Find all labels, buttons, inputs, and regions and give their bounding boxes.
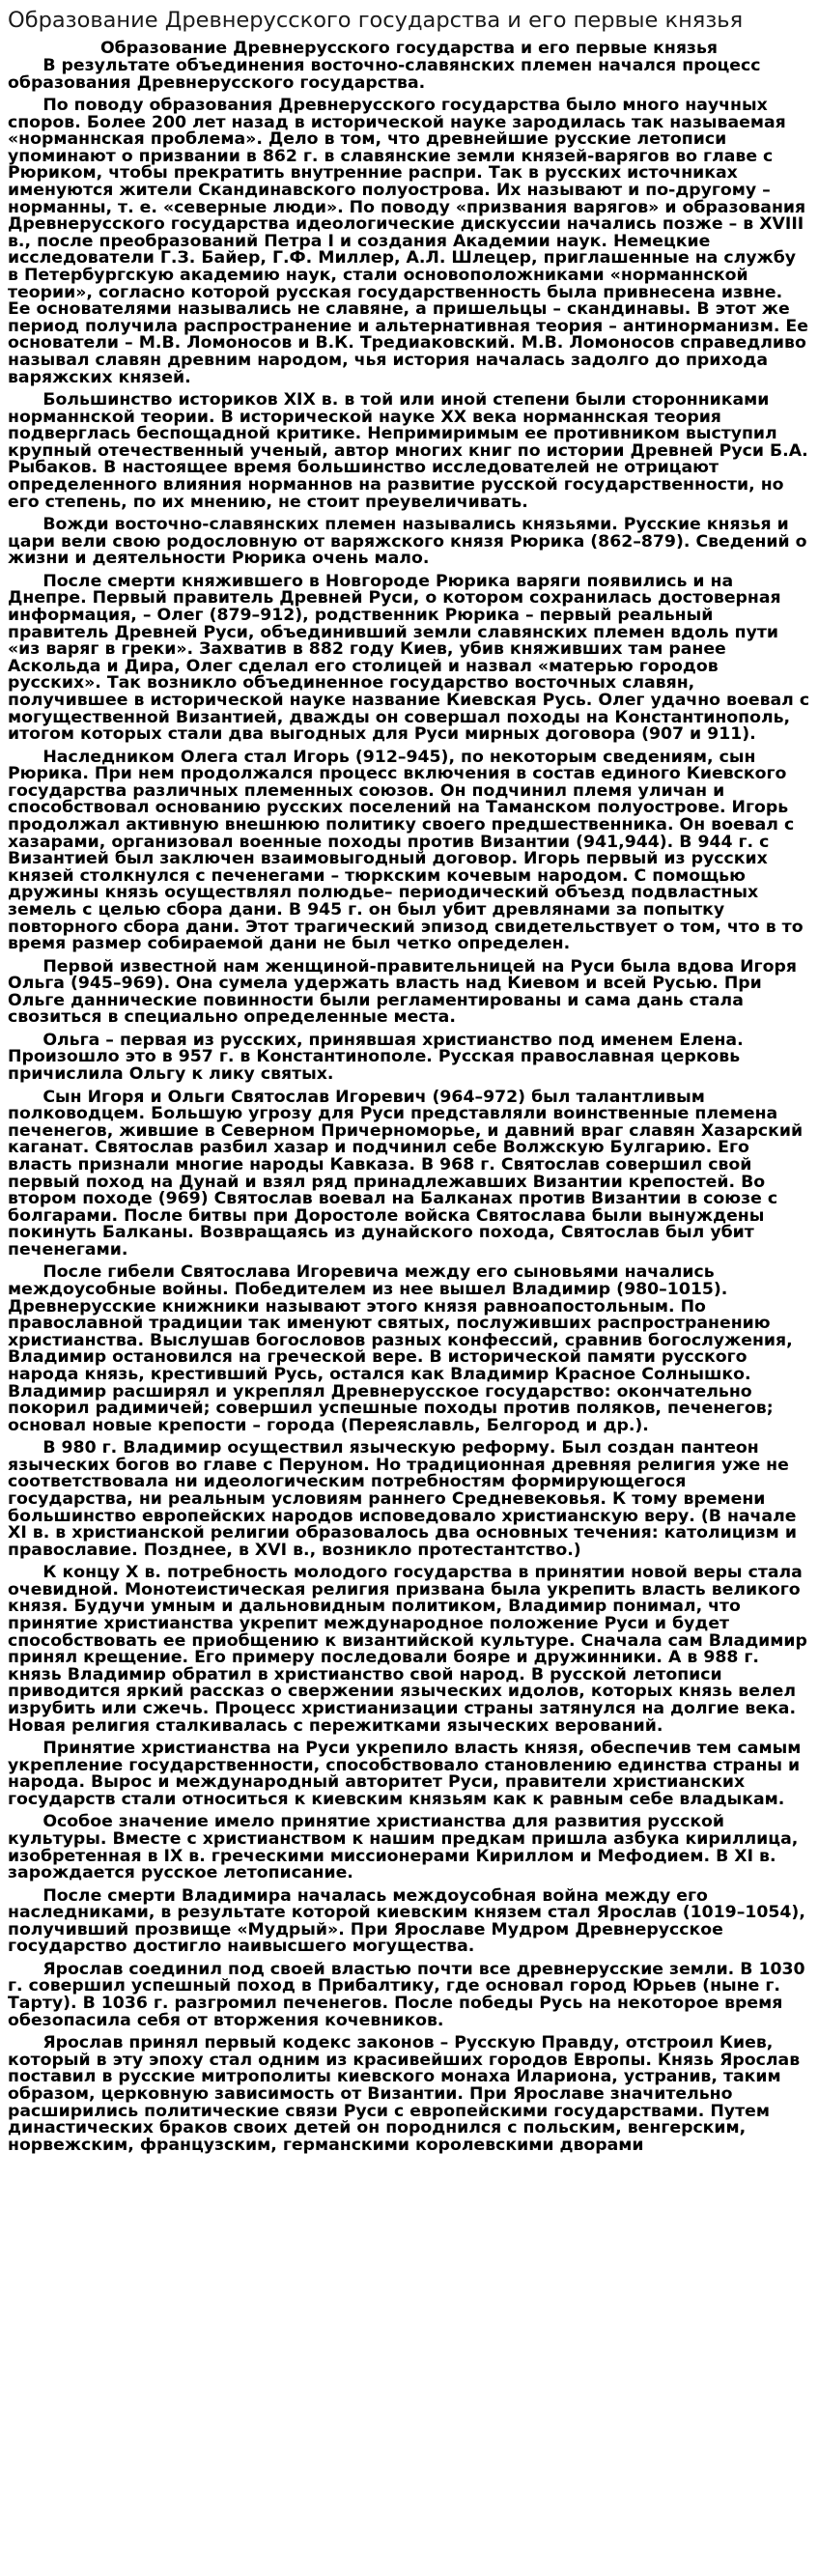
paragraph: Сын Игоря и Ольги Святослав Игоревич (964–972) был талантливым полководцем. Большую угрозу для Руси представляли воинственные племена печенегов, жившие в Северном Причерноморье, и давний враг славян Хазарский каганат. Святослав разбил хазар и подчинил себе Волжскую Булгарию. Его власть признали многие народы Кавказа. В 968 г. Святослав совершил свой первый поход на Дунай и взял ряд принадлежавших Византии крепостей. Во втором походе (969) Святослав воевал на Балканах против Византии в союзе с болгарами. После битвы при Доростоле войска Святослава были вынуждены покинуть Балканы. Возвращаясь из дунайского похода, Святослав был убит печенегами. — [8, 1087, 804, 1260]
paragraph: После гибели Святослава Игоревича между его сыновьями начались междоусобные войны. Победителем из нее вышел Владимир (980–1015). Древнерусские книжники называют этого князя равноапостольным. По православной традиции так именуют святых, послуживших распространению христианства. Выслушав богословов разных конфессий, сравнив богослужения, Владимир остановился на греческой вере. В исторической памяти русского народа князь, крестивший Русь, остался как Владимир Красное Солнышко. Владимир расширял и укреплял Древнерусское государство: окончательно покорил радимичей; совершил успешные походы против поляков, печенегов; основал новые крепости – города (Переяславль, Белгород и др.). — [8, 1262, 793, 1435]
paragraph: Особое значение имело принятие христианства для развития русской культуры. Вместе с христианством к нашим предкам пришла азбука кириллица, изобретенная в IX в. греческими миссионерами Кириллом и Мефодием. В XI в. зарождается русское летописание. — [8, 1812, 799, 1883]
article-body — [8, 58, 810, 2154]
paragraph: Ярослав принял первый кодекс законов – Русскую Правду, отстроил Киев, который в эту эпоху стал одним из красивейших городов Европы. Князь Ярослав поставил в русские митрополиты киевского монаха Илариона, устранив, таким образом, церковную зависимость от Византии. При Ярославе значительно расширились политические связи Руси с европейскими государствами. Путем династических браков своих детей он породнился с польским, венгерским, норвежским, французским, германскими королевскими дворами — [8, 2033, 801, 2155]
article-title: Образование Древнерусского государства и его первые князья — [99, 39, 718, 58]
paragraph: К концу X в. потребность молодого государства в принятии новой веры стала очевидной. Монотеистическая религия призвана была укрепить власть великого князя. Будучи умным и дальновидным политиком, Владимир понимал, что принятие христианства укрепит международное положение Руси и будет способствовать ее приобщению к византийской культуре. Сначала сам Владимир принял крещение. Его примеру последовали бояре и дружинники. А в 988 г. князь Владимир обратил в христианство свой народ. В русской летописи приводится яркий рассказ о свержении языческих идолов, которых князь велел изрубить или сжечь. Процесс христианизации страны затянулся на долгие века. Новая религия сталкивалась с пережитками языческих верований. — [8, 1563, 807, 1736]
paragraph: Большинство историков XIX в. в той или иной степени были сторонниками норманнской теории. В исторической науке XX века норманнская теория подверглась беспощадной критике. Непримиримым ее противником выступил крупный отечественный ученый, автор многих книг по истории Древней Руси Б.А. Рыбаков. В настоящее время большинство исследователей не отрицают определенного влияния норманнов на развитие русской государственности, но его степень, по их мнению, не стоит преувеличивать. — [8, 390, 808, 512]
paragraph: Вожди восточно-славянских племен назывались князьями. Русские князья и цари вели свою родословную от варяжского князя Рюрика (862–879). Сведений о жизни и деятельности Рюрика очень мало. — [8, 515, 807, 569]
paragraph: Ярослав соединил под своей властью почти все древнерусские земли. В 1030 г. совершил успешный поход в Прибалтику, где основал город Юрьев (ныне г. Тарту). В 1036 г. разгромил печенегов. После победы Русь на некоторое время обезопасила себя от вторжения кочевников. — [8, 1959, 805, 2030]
page-header: Образование Древнерусского государства и его первые князья — [8, 8, 744, 33]
paragraph: Наследником Олега стал Игорь (912–945), по некоторым сведениям, сын Рюрика. При нем продолжался процесс включения в состав единого Киевского государства различных племенных союзов. Он подчинил племя уличан и способствовал основанию русских поселений на Таманском полуострове. Игорь продолжал активную внешнюю политику своего предшественника. Он воевал с хазарами, организовал военные походы против Византии (941,944). В 944 г. с Византией был заключен взаимовыгодный договор. Игорь первый из русских князей столкнулся с печенегами – тюркским кочевым народом. С помощью дружины князь осуществлял полюдье– периодический объезд подвластных земель с целью сбора дани. В 945 г. он был убит древлянами за попытку повторного сбора дани. Этот трагический эпизод свидетельствует о том, что в то время размер собираемой дани не был четко определен. — [8, 747, 804, 954]
paragraph: После смерти Владимира началась междоусобная война между его наследниками, в результате которой киевским князем стал Ярослав (1019–1054), получивший прозвище «Мудрый». При Ярославе Мудром Древнерусское государство достигло наивысшего могущества. — [8, 1885, 805, 1957]
paragraph: Первой известной нам женщиной-правительницей на Руси была вдова Игоря Ольга (945–969). Она сумела удержать власть над Киевом и всей Русью. При Ольге даннические повинности были регламентированы и сама дань стала свозиться в специально определенные места. — [8, 956, 797, 1028]
paragraph: По поводу образования Древнерусского государства было много научных споров. Более 200 лет назад в исторической науке зародилась так называемая «норманнская проблема». Дело в том, что древнейшие русские летописи упоминают о призвании в 862 г. в славянские земли князей-варягов во главе с Рюриком, чтобы прекратить внутренние распри. Так в русских источниках именуются жители Скандинавского полуострова. Их называют и по-другому – норманны, т. е. «северные люди». По поводу «призвания варягов» и образования Древнерусского государства идеологические дискуссии начались позже – в XVIII в., после преобразований Петра I и создания Академии наук. Немецкие исследователи Г.З. Байер, Г.Ф. Миллер, А.Л. Шлецер, приглашенные на службу в Петербургскую академию наук, стали основоположниками «норманнской теории», согласно которой русская государственность была привнесена извне. Ее основателями назывались не славяне, а пришельцы – скандинавы. В этот же период получила распространение и альтернативная теория – антинорманизм. Ее основатели – М.В. Ломоносов и В.К. Тредиаковский. М.В. Ломоносов справедливо называл славян древним народом, чья история началась задолго до прихода варяжских князей. — [8, 96, 808, 387]
paragraph: После смерти княжившего в Новгороде Рюрика варяги появились и на Днепре. Первый правитель Древней Руси, о котором сохранилась достоверная информация, – Олег (879–912), родственник Рюрика – первый реальный правитель Древней Руси, объединивший земли славянских племен вдоль пути «из варяг в греки». Захватив в 882 году Киев, убив княживших там ранее Аскольда и Дира, Олег сделал его столицей и назвал «матерью городов русских». Так возникло объединенное государство восточных славян, получившее в исторической науке название Киевская Русь. Олег удачно воевал с могущественной Византией, дважды он совершал походы на Константинополь, итогом которых стали два выгодных для Руси мирных договора (907 и 911). — [8, 571, 810, 745]
paragraph: Принятие христианства на Руси укрепило власть князя, обеспечив тем самым укрепление государственности, способствовало становлению единства страны и народа. Вырос и международный авторитет Руси, правители христианских государств стали относиться к киевским князьям как к равным себе владыкам. — [8, 1739, 802, 1809]
paragraph: В 980 г. Владимир осуществил языческую реформу. Был создан пантеон языческих богов во главе с Перуном. Но традиционная древняя религия уже не соответствовала ни идеологическим потребностям формирующегося государства, ни реальным условиям раннего Средневековья. К тому времени большинство европейских народов исповедовало христианскую веру. (В начале XI в. в христианской религии образовалось два основных течения: католицизм и православие. Позднее, в XVI в., возникло протестантство.) — [8, 1438, 797, 1560]
paragraph: Ольга – первая из русских, принявшая христианство под именем Елена. Произошло это в 957 г. в Константинополе. Русская православная церковь причислила Ольгу к лику святых. — [8, 1030, 744, 1085]
paragraph: В результате объединения восточно-славянских племен начался процесс образования Древнерусского государства. — [8, 56, 761, 93]
